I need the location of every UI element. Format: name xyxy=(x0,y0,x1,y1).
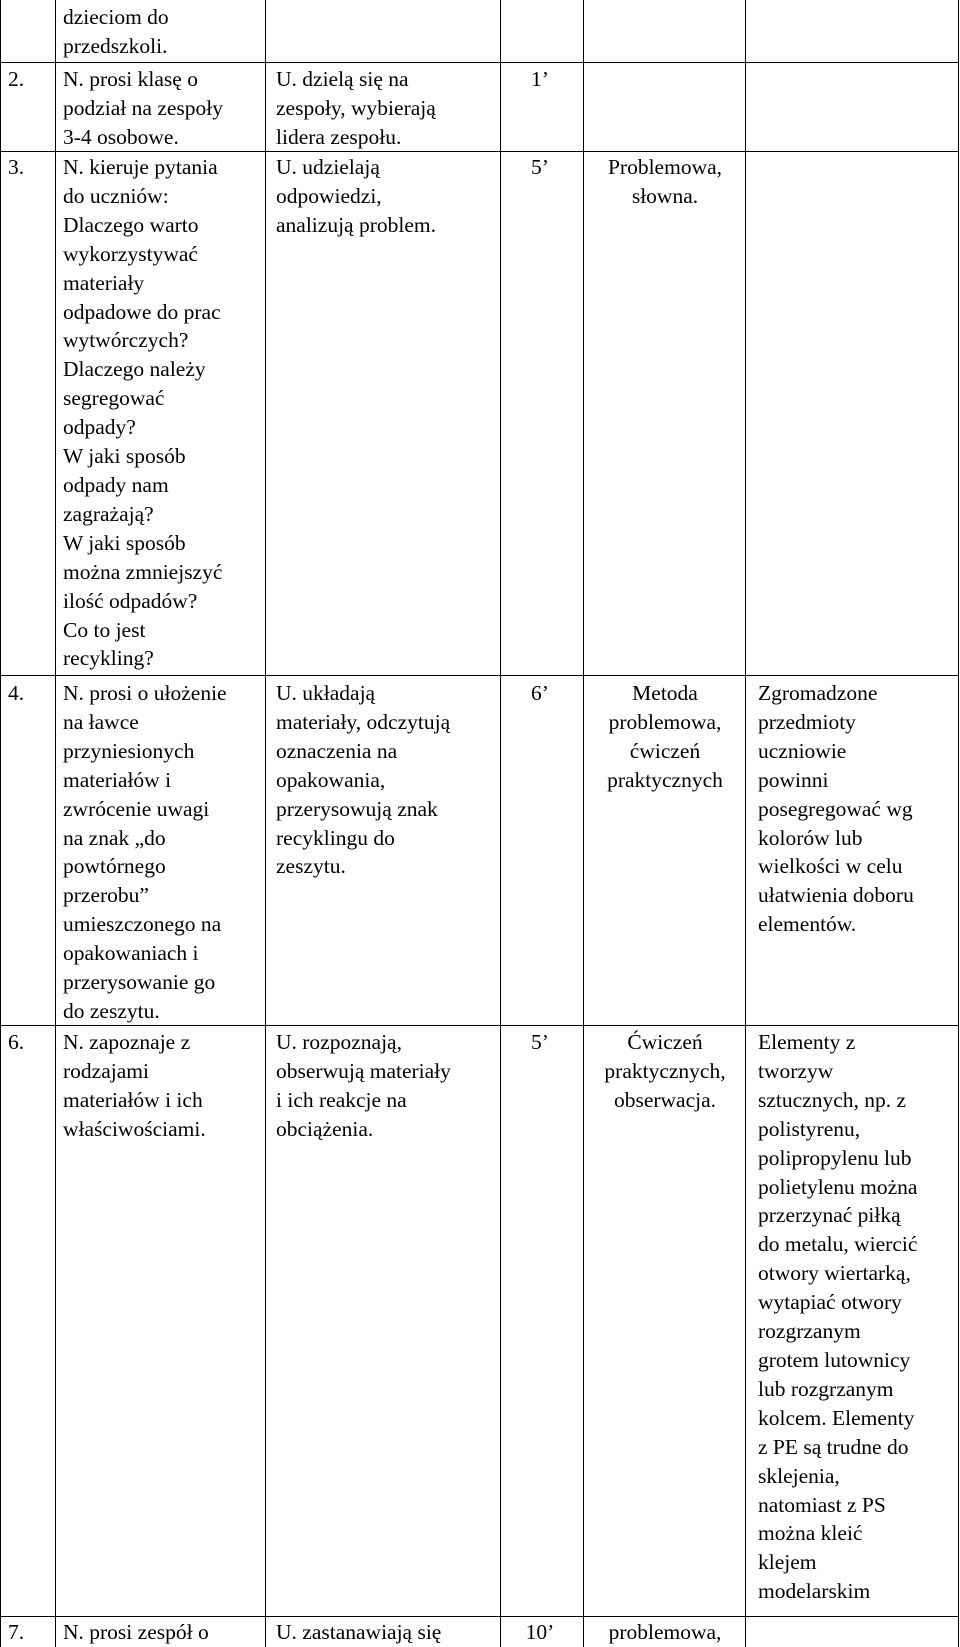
table-row-4-remarks: Zgromadzone przedmioty uczniowie powinni posegregować wg kolorów lub wielkości w celu ułatwienia doboru elementów. xyxy=(758,681,914,937)
table-border-left xyxy=(0,0,1,1647)
table-row-4-number: 4. xyxy=(8,681,25,705)
table-row-5-task: N. zapoznaje z rodzajami materiałów i ich właściwościami. xyxy=(63,1030,206,1141)
table-row-5-time: 5’ xyxy=(531,1030,549,1054)
table-row-3-time: 5’ xyxy=(531,155,549,179)
table-divider-3 xyxy=(500,0,501,1647)
table-border-right xyxy=(958,0,959,1647)
table-row-2-task: N. prosi klasę o podział na zespoły 3-4 osobowe. xyxy=(63,67,224,149)
row-separator-1 xyxy=(0,62,959,63)
table-row-6-task: N. prosi zespół o xyxy=(63,1620,209,1644)
table-row-2-time: 1’ xyxy=(531,67,549,91)
table-row-5-remarks: Elementy z tworzyw sztucznych, np. z polistyrenu, polipropylenu lub polietylenu można przerzynać piłką do metalu, wiercić otwory wiertarką, wytapiać otwory rozgrzanym grotem lutownicy lub rozgrzanym kolcem. Elementy z PE są trudne do sklejenia, natomiast z PS można kleić klejem modelarskim xyxy=(758,1030,918,1604)
table-row-6-number: 7. xyxy=(8,1620,25,1644)
table-row-6-time: 10’ xyxy=(525,1620,555,1644)
table-row-5-students: U. rozpoznają, obserwują materiały i ich reakcje na obciążenia. xyxy=(276,1030,451,1141)
table-row-2-students: U. dzielą się na zespoły, wybierają lidera zespołu. xyxy=(276,67,436,149)
table-row-6-students: U. zastanawiają się xyxy=(276,1620,442,1644)
table-row-5-number: 6. xyxy=(8,1030,25,1054)
row-separator-5 xyxy=(0,1616,959,1617)
table-row-6-methods: problemowa, xyxy=(608,1620,722,1644)
table-divider-1 xyxy=(55,0,56,1647)
table-row-3-number: 3. xyxy=(8,155,25,179)
table-divider-4 xyxy=(583,0,584,1647)
table-row-4-task: N. prosi o ułożenie na ławce przyniesionych materiałów i zwrócenie uwagi na znak „do powtórnego przerobu” umieszczonego na opakowaniach i przerysowanie go do zeszytu. xyxy=(63,681,227,1023)
row-separator-3 xyxy=(0,675,959,676)
table-divider-5 xyxy=(745,0,746,1647)
table-row-4-methods: Metoda problemowa, ćwiczeń praktycznych xyxy=(607,681,723,792)
table-row-3-task: N. kieruje pytania do uczniów: Dlaczego warto wykorzystywać materiały odpadowe do prac wytwórczych? Dlaczego należy segregować odpady? W jaki sposób odpady nam zagrażają? W jaki sposób można zmniejszyć ilość odpadów? Co to jest recykling? xyxy=(63,155,223,671)
table-row-2-number: 2. xyxy=(8,67,25,91)
table-row-3-methods: Problemowa, słowna. xyxy=(607,155,723,208)
table-row-4-students: U. układają materiały, odczytują oznaczenia na opakowania, przerysowują znak recyklingu do zeszytu. xyxy=(276,681,451,879)
table-row-5-methods: Ćwiczeń praktycznych, obserwacja. xyxy=(604,1030,726,1112)
table-row-4-time: 6’ xyxy=(531,681,549,705)
table-row-3-students: U. udzielają odpowiedzi, analizują problem. xyxy=(276,155,436,237)
table-divider-2 xyxy=(265,0,266,1647)
table-row-1-task: dzieciom do przedszkoli. xyxy=(63,5,169,58)
